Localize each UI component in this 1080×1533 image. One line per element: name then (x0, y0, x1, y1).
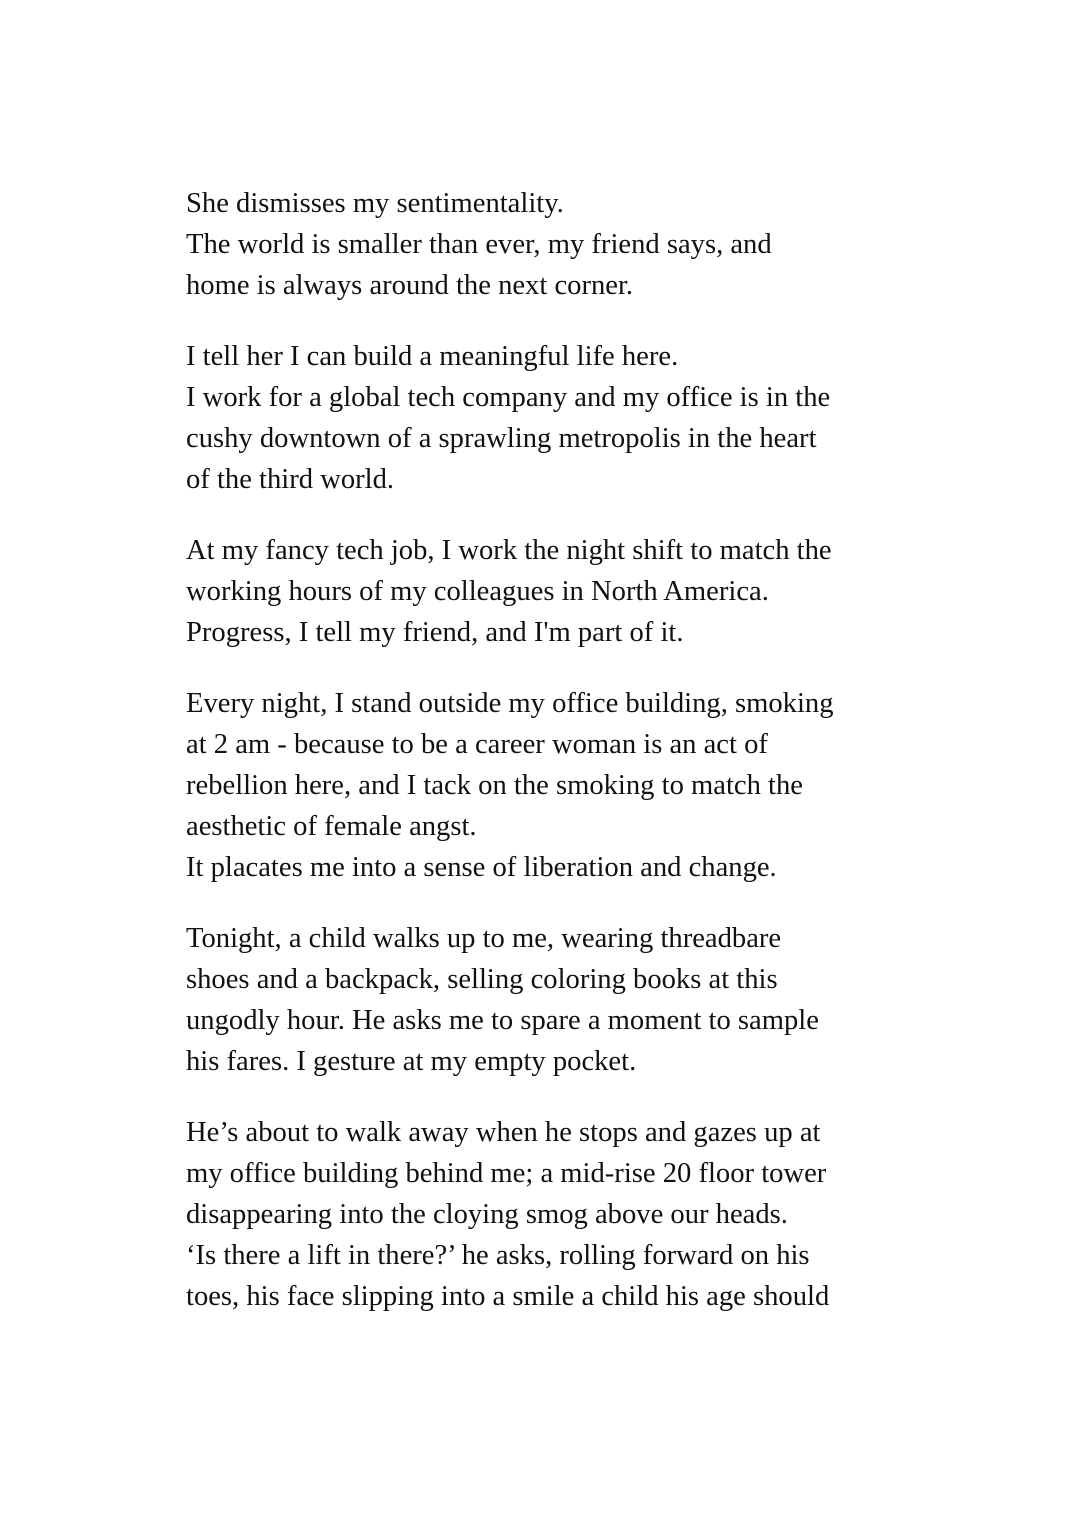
paragraph-6 (186, 1112, 906, 1317)
text-line: ungodly hour. He asks me to spare a moment to sample (186, 1005, 819, 1036)
text-line: Progress, I tell my friend, and I'm part of it. (186, 617, 684, 648)
text-line: She dismisses my sentimentality. (186, 188, 564, 219)
text-line: I tell her I can build a meaningful life here. (186, 341, 679, 372)
text-line: aesthetic of female angst. (186, 811, 477, 842)
paragraph-2 (186, 336, 906, 500)
body-text (186, 183, 906, 1347)
text-line: of the third world. (186, 464, 395, 495)
text-line: Every night, I stand outside my office building, smoking (186, 688, 834, 719)
text-line: shoes and a backpack, selling coloring books at this (186, 964, 778, 995)
paragraph-4 (186, 683, 906, 888)
text-line: It placates me into a sense of liberation and change. (186, 852, 777, 883)
text-line: ‘Is there a lift in there?’ he asks, rolling forward on his (186, 1240, 810, 1271)
paragraph-3 (186, 530, 906, 653)
text-line: He’s about to walk away when he stops and gazes up at (186, 1117, 821, 1148)
text-line: The world is smaller than ever, my friend says, and (186, 229, 772, 260)
paragraph-1 (186, 183, 906, 306)
text-line: at 2 am - because to be a career woman is an act of (186, 729, 768, 760)
text-line: working hours of my colleagues in North America. (186, 576, 769, 607)
text-line: toes, his face slipping into a smile a child his age should (186, 1281, 830, 1312)
text-line: home is always around the next corner. (186, 270, 634, 301)
text-line: I work for a global tech company and my office is in the (186, 382, 831, 413)
text-line: At my fancy tech job, I work the night shift to match the (186, 535, 832, 566)
text-line: cushy downtown of a sprawling metropolis in the heart (186, 423, 817, 454)
text-line: disappearing into the cloying smog above our heads. (186, 1199, 788, 1230)
paragraph-5 (186, 918, 906, 1082)
text-line: his fares. I gesture at my empty pocket. (186, 1046, 637, 1077)
text-line: Tonight, a child walks up to me, wearing threadbare (186, 923, 782, 954)
text-line: rebellion here, and I tack on the smoking to match the (186, 770, 803, 801)
text-line: my office building behind me; a mid-rise 20 floor tower (186, 1158, 827, 1189)
